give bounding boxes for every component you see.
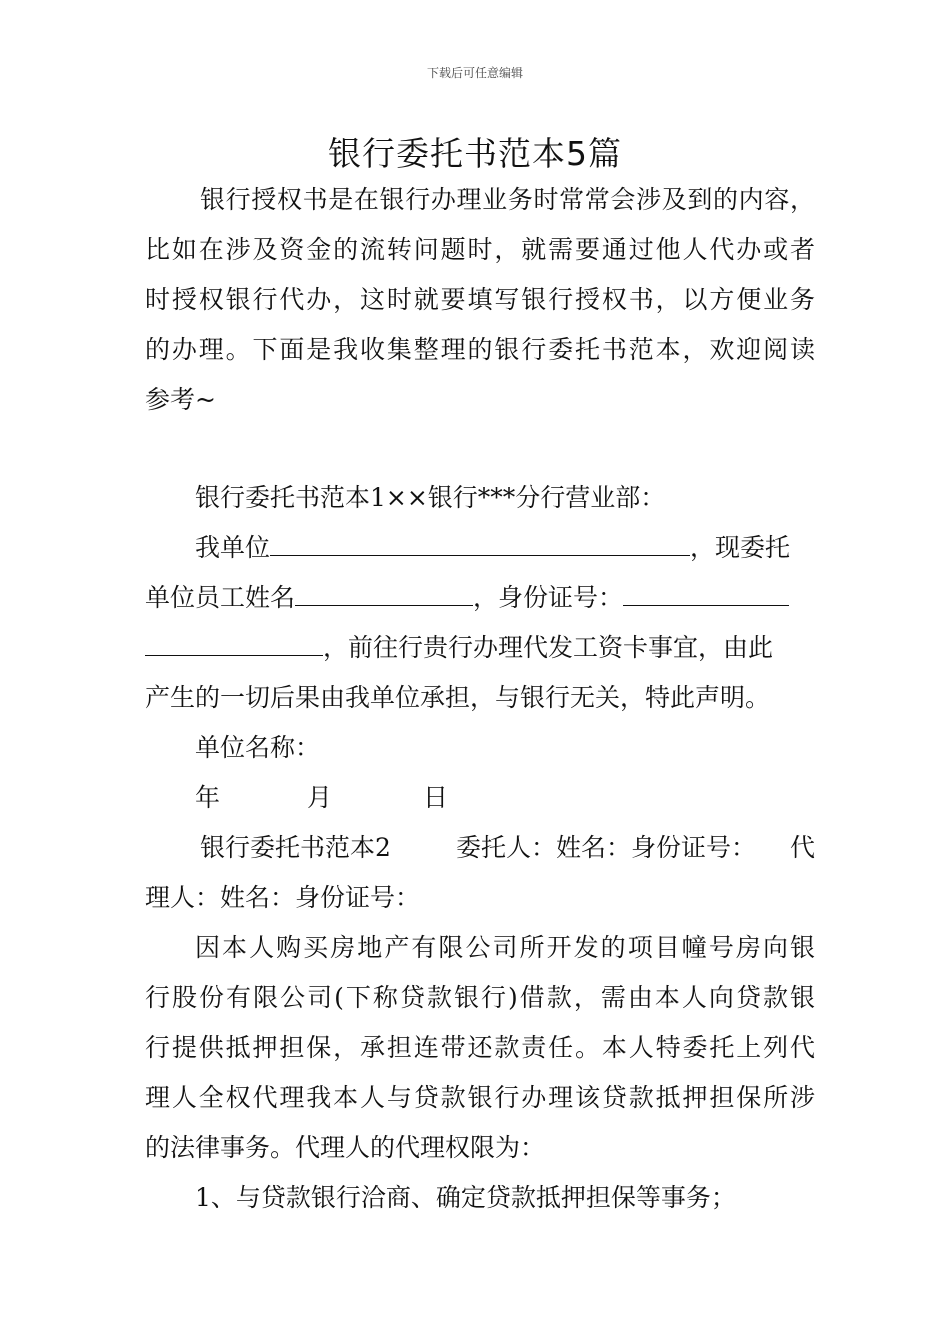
- date-year: 年: [195, 783, 221, 812]
- sample1-line-1: [145, 533, 815, 565]
- sample1-line-4: 产生的一切后果由我单位承担，与银行无关，特此声明。: [145, 683, 771, 712]
- employee-name-blank: [295, 583, 473, 606]
- sample1-line-2: [145, 583, 815, 615]
- intro-line-1: 银行授权书是在银行办理业务时常常会涉及到的内容，: [200, 185, 815, 214]
- intro-line-2: 比如在涉及资金的流转问题时，就需要通过他人代办或者: [145, 235, 815, 264]
- sample2-heading: [145, 833, 815, 865]
- sample2-heading-principal: 委托人：姓名：身份证号：: [456, 833, 757, 862]
- sample1-line-3: [145, 633, 815, 665]
- sample2-heading-tail: 代: [789, 833, 815, 862]
- intro-line-3: 时授权银行代办，这时就要填写银行授权书，以方便业务: [145, 285, 815, 314]
- sample2-para-line-5: 的法律事务。代理人的代理权限为：: [145, 1133, 546, 1162]
- intro-line-4: 的办理。下面是我收集整理的银行委托书范本，欢迎阅读: [145, 335, 815, 364]
- sample1-line2-tail: ，身份证号：: [473, 583, 624, 612]
- sample2-para-line-4: 理人全权代理我本人与贷款银行办理该贷款抵押担保所涉: [145, 1083, 815, 1112]
- document-title: 银行委托书范本5篇: [328, 134, 622, 173]
- date-month: 月: [307, 783, 333, 812]
- sample2-heading-title: 银行委托书范本2: [200, 833, 391, 862]
- sample1-line2-label: 单位员工姓名: [145, 583, 296, 612]
- date-day: 日: [423, 783, 449, 812]
- sample1-heading: 银行委托书范本1××银行***分行营业部：: [195, 483, 666, 512]
- id-number-blank-a: [623, 583, 789, 606]
- id-number-blank-b: [145, 633, 323, 656]
- intro-line-5: 参考~: [145, 385, 216, 414]
- sample1-line1-tail: ，现委托: [690, 533, 791, 562]
- sample2-item-1: 1、与贷款银行洽商、确定贷款抵押担保等事务；: [195, 1183, 736, 1212]
- sample2-para-line-2: 行股份有限公司(下称贷款银行)借款，需由本人向贷款银: [145, 983, 815, 1012]
- date-line: [145, 783, 815, 815]
- sample2-para-line-3: 行提供抵押担保，承担连带还款责任。本人特委托上列代: [145, 1033, 815, 1062]
- sample1-line1-label: 我单位: [195, 533, 271, 562]
- sample2-agent-line: 理人：姓名：身份证号：: [145, 883, 421, 912]
- sample1-line3-text: ，前往行贵行办理代发工资卡事宜，由此: [323, 633, 774, 662]
- sample2-para-line-1: 因本人购买房地产有限公司所开发的项目幢号房向银: [195, 933, 815, 962]
- unit-blank: [270, 533, 690, 556]
- header-note: 下载后可任意编辑: [426, 66, 523, 80]
- unit-name-label: 单位名称：: [195, 733, 321, 762]
